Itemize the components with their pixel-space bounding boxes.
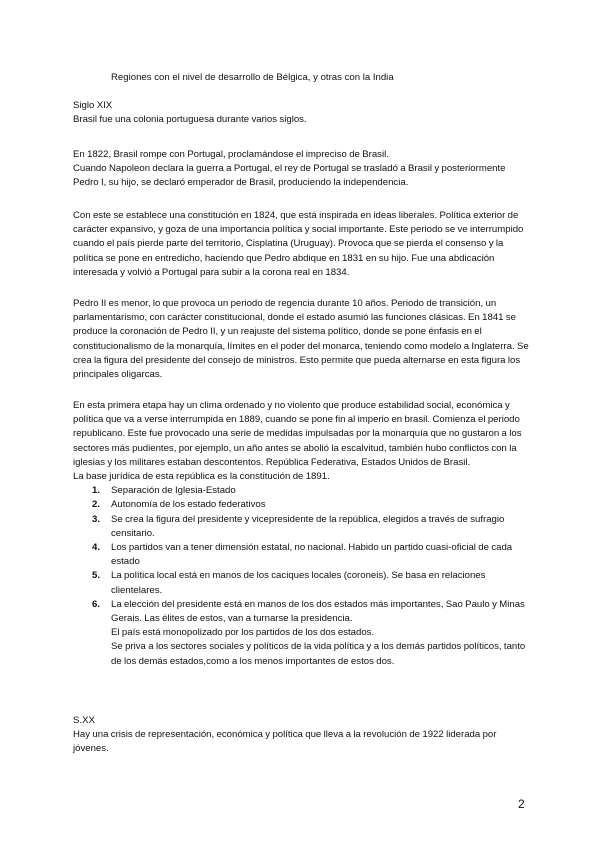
list-continuation: El país está monopolizado por los partidos de los dos estados. <box>111 627 375 639</box>
list-item-text: Separación de Iglesia-Estado <box>111 485 236 497</box>
list-number: 5. <box>92 570 101 582</box>
list-number: 3. <box>92 513 101 525</box>
paragraph-text: Hay una crisis de representación, económica y política que lleva a la revolución de 1922 liderada por jóvenes. <box>73 729 497 755</box>
list-item-text: Autonomía de los estado federativos <box>111 499 266 511</box>
numbered-list <box>92 484 533 626</box>
intro-paragraph: Brasil fue una colonia portuguesa durante varios siglos. <box>73 114 307 126</box>
section-heading: Siglo XIX <box>73 100 113 111</box>
paragraph-line: En 1822, Brasil rompe con Portugal, proclamándose el impreciso de Brasil. <box>73 149 389 160</box>
list-number: 6. <box>92 598 101 610</box>
list-number: 2. <box>92 499 101 511</box>
list-item <box>92 513 533 541</box>
list-number: 4. <box>92 542 101 554</box>
list-item-text: La elección del presidente está en manos de los dos estados más importantes, Sao Paulo y Minas Gerais. Las élites de estos, van a turnarse la presidencia. <box>111 598 525 625</box>
list-item <box>92 484 533 498</box>
section-20th-century <box>73 714 533 757</box>
paragraph-text: En esta primera etapa hay un clima ordenado y no violento que produce estabilidad social, económica y política que va a verse interrumpida en 1889, cuando se pone fin al imperio en brasil. Comienza el periodo republicano. Este fue provocado una serie de medidas impulsadas por la monarquía que no gustaron a los sectores más pudientes, por ejemplo, un año antes se abolió la escalvitud, también hubo conflictos con la iglesias y los militares estaban descontentos. República Federativa, Estados Unidos de Brasil. <box>73 400 522 468</box>
page-number: 2 <box>518 797 525 811</box>
paragraph-constitution <box>73 209 533 280</box>
paragraph-first-stage <box>73 399 533 669</box>
list-item <box>92 569 533 597</box>
paragraph-pedro-ii <box>73 297 533 382</box>
list-item-text: Los partidos van a tener dimensión estatal, no nacional. Habido un partido cuasi-oficial de cada estado <box>111 542 513 568</box>
list-continuation: Se priva a los sectores sociales y políticos de la vida política y a los demás partidos políticos, tanto de los demás estados,como a los menos importantes de estos dos. <box>111 641 526 667</box>
paragraph-text: Pedro II es menor, lo que provoca un periodo de regencia durante 10 años. Periodo de transición, un parlamentarismo, con carácter constitucional, donde el estado asumió las funciones clásicas. En 1841 se produce la coronación de Pedro II, y un reajuste del sistema político, donde se pone énfasis en el constitucionalismo de la monarquía, límites en el poder del monarca, teniendo como modelo a Inglaterra. Se crea la figura del presidente del consejo de ministros. Esto permite que pueda alternarse en esta figura los principales oligarcas. <box>73 298 529 381</box>
list-item <box>92 598 533 626</box>
section-19th-century <box>73 99 533 127</box>
paragraph-text: Con este se establece una constitución en 1824, que está inspirada en ideas liberales. Política exterior de carácter expansivo, y goza de una importancia política y social importante. Este periodo se ve interrumpido cuando el país pierde parte del territorio, Cisplatina (Uruguay). Provoca que se pierda el consenso y la política se pone en entredicho, haciendo que Pedro abdique en 1831 en su hijo. Fue una abdicación interesada y volvió a Portugal para subir a la corona real en 1834. <box>73 210 524 278</box>
list-item <box>92 498 533 512</box>
list-item-text: La política local está en manos de los caciques locales (coroneis). Se basa en relaciones clientelares. <box>111 570 486 596</box>
list-item-text: Se crea la figura del presidente y vicepresidente de la república, elegidos a través de sufragio censitario. <box>111 513 505 539</box>
section-heading: S.XX <box>73 715 95 726</box>
paragraph-line: Cuando Napoleon declara la guerra a Portugal, el rey de Portugal se trasladó a Brasil y posteriormente Pedro I, su hijo, se declaró emperador de Brasil, produciendo la independencia. <box>73 163 506 189</box>
list-number: 1. <box>92 485 101 497</box>
paragraph-text: La base jurídica de esta república es la constitución de 1891. <box>73 471 330 483</box>
list-item <box>92 541 533 569</box>
document-title: Regiones con el nivel de desarrollo de Bélgica, y otras con la India <box>111 72 394 83</box>
paragraph-independence <box>73 148 533 191</box>
